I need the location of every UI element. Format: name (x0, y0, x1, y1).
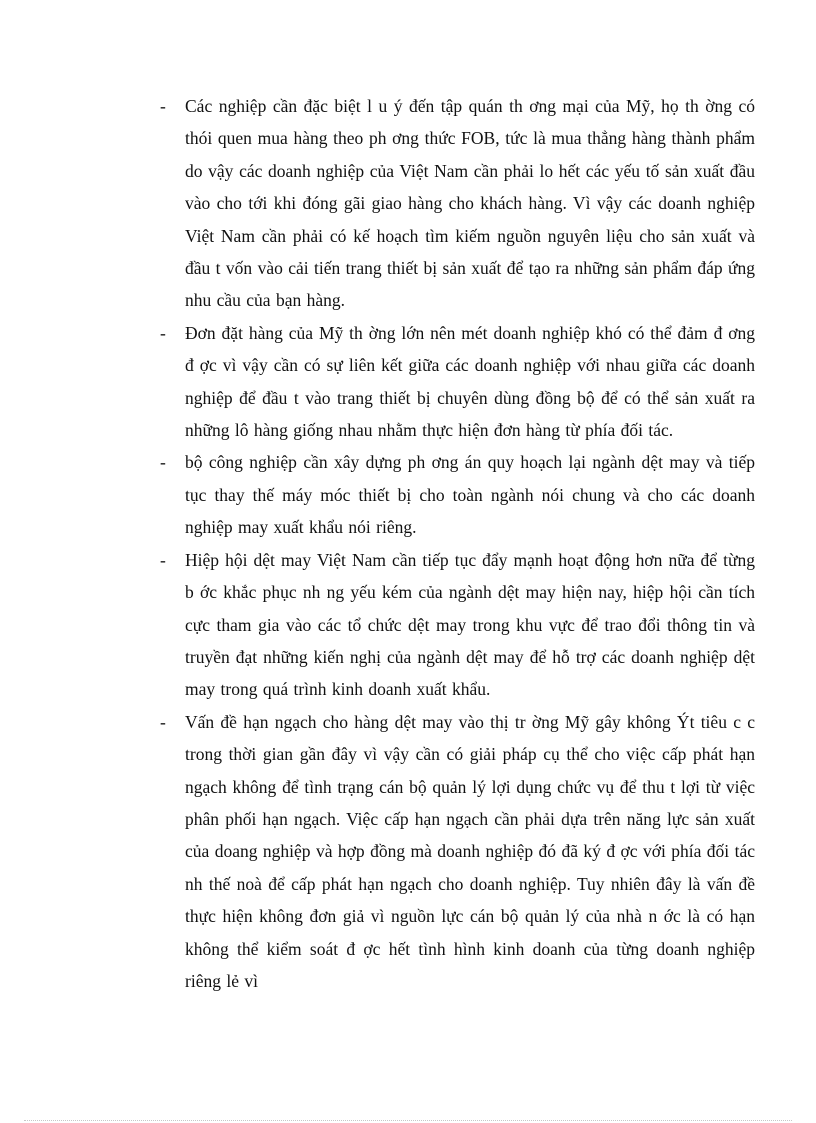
bullet-marker: - (160, 452, 166, 473)
bullet-item-3 (155, 446, 755, 543)
bullet-marker: - (160, 711, 166, 732)
bullet-text-3: bộ công nghiệp cần xây dựng ph ơng án quy hoạch lại ngành dệt may và tiếp tục thay thế máy móc thiết bị cho toàn ngành nói chung và cho các doanh nghiệp may xuất khẩu nói riêng. (185, 452, 755, 538)
bullet-text-1: Các nghiệp cần đặc biệt l u ý đến tập quán th ơng mại của Mỹ, họ th ờng có thói quen mua hàng theo ph ơng thức FOB, tức là mua thẳng hàng thành phẩm do vậy các doanh nghiệp của Việt Nam cần phải lo hết các yếu tố sản xuất đầu vào cho tới khi đóng gãi giao hàng cho khách hàng. Vì vậy các doanh nghiệp Việt Nam cần phải có kế hoạch tìm kiếm nguồn nguyên liệu cho sản xuất và đầu t vốn vào cải tiến trang thiết bị sản xuất để tạo ra những sản phẩm đáp ứng nhu cầu của bạn hàng. (185, 96, 755, 311)
bullet-item-5 (155, 706, 755, 998)
bullet-text-5: Vấn đề hạn ngạch cho hàng dệt may vào thị tr ờng Mỹ gây không Ýt tiêu c c trong thời gian gần đây vì vậy cần có giải pháp cụ thể cho việc cấp phát hạn ngạch không để tình trạng cán bộ quản lý lợi dụng chức vụ để thu t lợi từ việc phân phối hạn ngạch. Việc cấp hạn ngạch cần phải dựa trên năng lực sản xuất của doang nghiệp và hợp đồng mà doanh nghiệp đó đã ký đ ợc với phía đối tác nh thế noà để cấp phát hạn ngạch cho doanh nghiệp. Tuy nhiên đây là vấn đề thực hiện không đơn giả vì nguồn lực cán bộ quản lý của nhà n ớc là có hạn không thể kiểm soát đ ợc hết tình hình kinh doanh của từng doanh nghiệp riêng lẻ vì (185, 711, 755, 991)
bullet-marker: - (160, 96, 166, 116)
bullet-marker: - (160, 322, 166, 343)
page-bottom-divider (24, 1120, 792, 1121)
bullet-marker: - (160, 549, 166, 570)
bullet-item-1 (155, 90, 755, 317)
bullet-list (155, 90, 755, 997)
bullet-item-2 (155, 317, 755, 447)
bullet-text-4: Hiệp hội dệt may Việt Nam cần tiếp tục đẩy mạnh hoạt động hơn nữa để từng b ớc khắc phục nh ng yếu kém của ngành dệt may hiện nay, hiệp hội cần tích cực tham gia vào các tổ chức dệt may trong khu vực để trao đổi thông tin và truyền đạt những kiến nghị của ngành dệt may để hỗ trợ các doanh nghiệp dệt may trong quá trình kinh doanh xuất khẩu. (185, 549, 755, 700)
bullet-item-4 (155, 544, 755, 706)
bullet-text-2: Đơn đặt hàng của Mỹ th ờng lớn nên mét doanh nghiệp khó có thể đảm đ ơng đ ợc vì vậy cần có sự liên kết giữa các doanh nghiệp với nhau giữa các doanh nghiệp để đầu t vào trang thiết bị chuyên dùng đồng bộ để có thể sản xuất ra những lô hàng giống nhau nhằm thực hiện đơn hàng từ phía đối tác. (185, 322, 755, 441)
